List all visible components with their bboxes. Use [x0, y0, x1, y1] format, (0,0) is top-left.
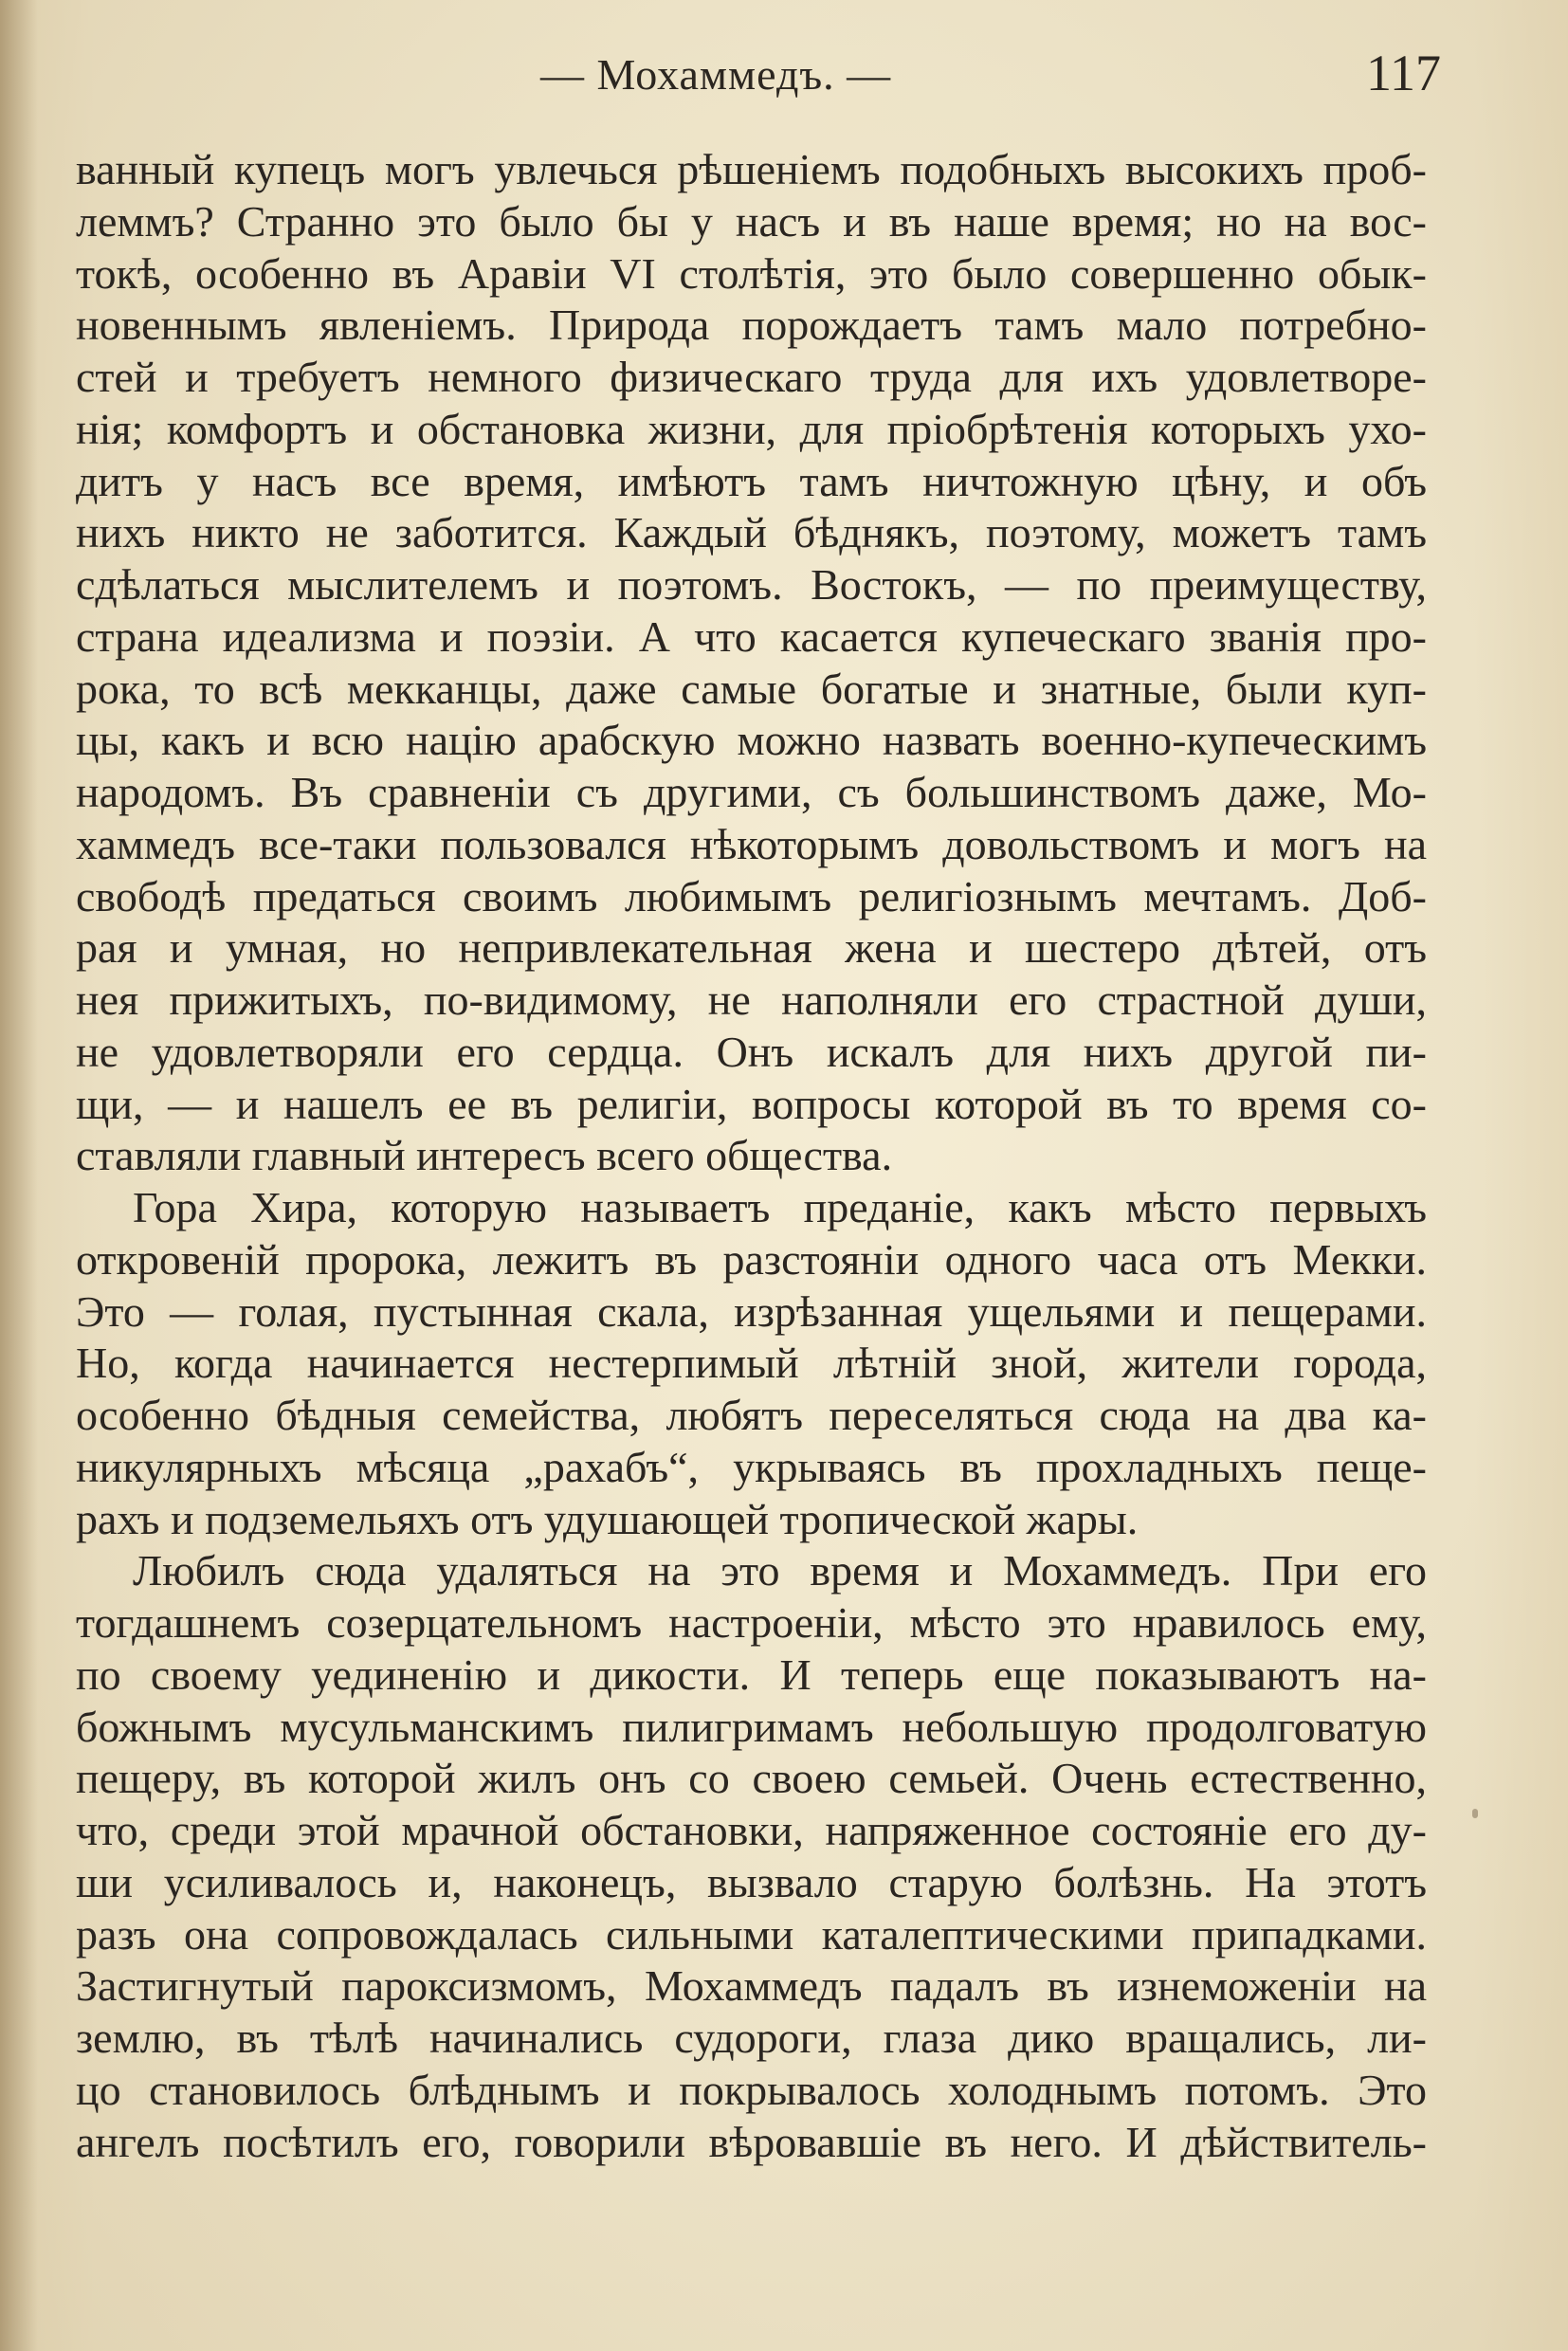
paragraph — [76, 1545, 1427, 2168]
page-header — [76, 45, 1441, 116]
paragraph — [76, 144, 1427, 1182]
text-line: ванный купецъ могъ увлечься рѣшеніемъ подобныхъ высокихъ проб- — [76, 145, 1427, 193]
body-text — [76, 144, 1427, 2168]
text-line: никулярныхъ мѣсяца „рахабъ“, укрываясь въ прохладныхъ пеще- — [76, 1442, 1427, 1491]
text-line: нея прижитыхъ, по-видимому, не наполняли его страстной души, — [76, 975, 1427, 1024]
text-line: свободѣ предаться своимъ любимымъ религіознымъ мечтамъ. Доб- — [76, 871, 1427, 920]
text-line: щи, — и нашелъ ее въ религіи, вопросы которой въ то время со- — [76, 1079, 1427, 1128]
text-line: леммъ? Странно это было бы у насъ и въ наше время; но на вос- — [76, 196, 1427, 246]
text-line: нихъ никто не заботится. Каждый бѣднякъ, поэтому, можетъ тамъ — [76, 508, 1427, 557]
paper-speck — [1472, 1809, 1478, 1818]
text-line: народомъ. Въ сравненіи съ другими, съ большинствомъ даже, Мо- — [76, 768, 1427, 816]
text-line: по своему уединенію и дикости. И теперь еще показываютъ на- — [76, 1649, 1427, 1699]
text-line: нія; комфортъ и обстановка жизни, для пріобрѣтенія которыхъ ухо- — [76, 404, 1427, 453]
text-line: землю, въ тѣлѣ начинались судороги, глаза дико вращались, ли- — [76, 2014, 1427, 2062]
text-line: тогдашнемъ созерцательномъ настроеніи, мѣсто это нравилось ему, — [76, 1598, 1427, 1647]
text-line: разъ она сопровождалась сильными каталептическими припадками. — [76, 1909, 1427, 1959]
text-line: Но, когда начинается нестерпимый лѣтній зной, жители города, — [76, 1339, 1427, 1388]
binding-shadow — [0, 0, 38, 2351]
text-line: пещеру, въ которой жилъ онъ со своею семьей. Очень естественно, — [76, 1754, 1427, 1803]
text-line: божнымъ мусульманскимъ пилигримамъ небольшую продолговатую — [76, 1702, 1427, 1751]
page-number: 117 — [1366, 45, 1441, 101]
paragraph — [76, 1182, 1427, 1545]
text-line: откровеній пророка, лежитъ въ разстояніи одного часа отъ Мекки. — [76, 1234, 1427, 1284]
running-head-title: — Мохаммедъ. — — [540, 50, 892, 99]
text-line: Любилъ сюда удаляться на это время и Мохаммедъ. При его — [133, 1546, 1427, 1595]
text-line: ангелъ посѣтилъ его, говорили вѣровавшіе въ него. И дѣйствитель- — [76, 2117, 1427, 2166]
text-line: стей и требуетъ немного физическаго труда для ихъ удовлетворе- — [76, 353, 1427, 401]
text-line: цо становилось блѣднымъ и покрывалось холоднымъ потомъ. Это — [76, 2065, 1427, 2114]
text-line: рахъ и подземельяхъ отъ удушающей тропической жары. — [76, 1494, 1139, 1543]
text-line: Застигнутый пароксизмомъ, Мохаммедъ падалъ въ изнеможеніи на — [76, 1961, 1427, 2011]
text-line: не удовлетворяли его сердца. Онъ искалъ для нихъ другой пи- — [76, 1027, 1427, 1076]
text-line: новеннымъ явленіемъ. Природа порождаетъ тамъ мало потребно- — [76, 301, 1427, 350]
text-line: ши усиливалось и, наконецъ, вызвало старую болѣзнь. На этотъ — [76, 1857, 1427, 1906]
text-line: что, среди этой мрачной обстановки, напряженное состояніе его ду- — [76, 1806, 1427, 1854]
text-line: токѣ, особенно въ Аравіи VI столѣтія, это было совершенно обык- — [76, 248, 1427, 298]
text-line: страна идеализма и поэзіи. А что касается купеческаго званія про- — [76, 611, 1427, 661]
text-line: рока, то всѣ мекканцы, даже самые богатые и знатные, были куп- — [76, 664, 1427, 713]
text-line: сдѣлаться мыслителемъ и поэтомъ. Востокъ, — по преимуществу, — [76, 560, 1427, 609]
text-line: цы, какъ и всю націю арабскую можно назвать военно-купеческимъ — [76, 716, 1427, 765]
text-line: рая и умная, но непривлекательная жена и шестеро дѣтей, отъ — [76, 923, 1427, 973]
text-line: хаммедъ все-таки пользовался нѣкоторымъ довольствомъ и могъ на — [76, 819, 1427, 868]
text-line: особенно бѣдныя семейства, любятъ переселяться сюда на два ка- — [76, 1391, 1427, 1439]
text-line: Это — голая, пустынная скала, изрѣзанная ущельями и пещерами. — [76, 1286, 1427, 1336]
text-line: дитъ у насъ все время, имѣютъ тамъ ничтожную цѣну, и объ — [76, 456, 1427, 505]
text-line: Гора Хира, которую называетъ преданіе, какъ мѣсто первыхъ — [133, 1183, 1427, 1231]
text-line: ставляли главный интересъ всего общества. — [76, 1131, 893, 1180]
